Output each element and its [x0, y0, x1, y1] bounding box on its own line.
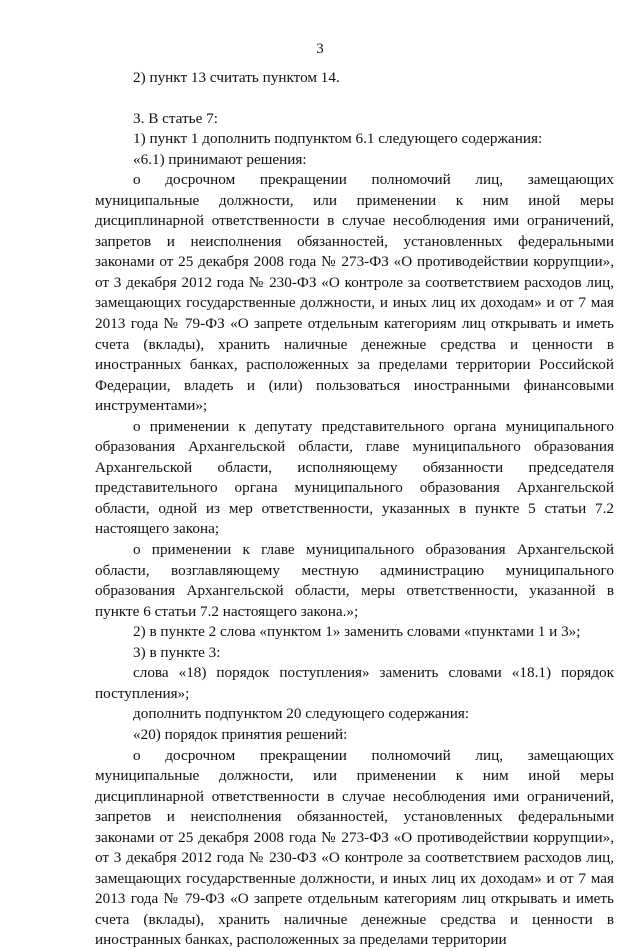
paragraph-add-subitem-20: дополнить подпунктом 20 следующего содержания: [133, 705, 470, 723]
document-body [95, 68, 614, 951]
paragraph-head-measures: о применении к главе муниципального образования Архангельской области, возглавляющему местную администрацию муниципального образования Архангельской области, меры ответственности, указанной в пункте 6 статьи 7.2 настоящего закона.»; [95, 541, 614, 620]
page-number: 3 [316, 41, 324, 57]
paragraph-amendment-1: 1) пункт 1 дополнить подпунктом 6.1 следующего содержания: [133, 130, 543, 148]
paragraph-early-termination-2: о досрочном прекращении полномочий лиц, замещающих муниципальные должности, или применении к ним иной меры дисциплинарной ответственности в случае несоблюдения ими ограничений, запретов и неисполнения обязанностей, установленных федеральными законами от 25 декабря 2008 года № 273-ФЗ «О противодействии коррупции», от 3 декабря 2012 года № 230-ФЗ «О контроле за соответствием расходов лиц, замещающих государственные должности, и иных лиц их доходам» и от 7 мая 2013 года № 79-ФЗ «О запрете отдельным категориям лиц открывать и иметь счета (вклады), хранить наличные денежные средства и ценности в иностранных банках, расположенных за пределами территории [95, 746, 614, 949]
paragraph-article-7-heading: 3. В статье 7: [133, 109, 218, 127]
paragraph-amendment-2: 2) в пункте 2 слова «пунктом 1» заменить словами «пунктами 1 и 3»; [133, 623, 581, 641]
paragraph-subitem-6-1: «6.1) принимают решения: [133, 150, 307, 168]
paragraph-words-replace: слова «18) порядок поступления» заменить словами «18.1) порядок поступления»; [95, 664, 614, 702]
paragraph-item-2: 2) пункт 13 считать пунктом 14. [133, 69, 340, 86]
paragraph-early-termination: о досрочном прекращении полномочий лиц, замещающих муниципальные должности, или применении к ним иной меры дисциплинарной ответственности в случае несоблюдения ими ограничений, запретов и неисполнения обязанностей, установленных федеральными законами от 25 декабря 2008 года № 273-ФЗ «О противодействии коррупции», от 3 декабря 2012 года № 230-ФЗ «О контроле за соответствием расходов лиц, замещающих государственные должности, и иных лиц их доходам» и от 7 мая 2013 года № 79-ФЗ «О запрете отдельным категориям лиц открывать и иметь счета (вклады), хранить наличные денежные средства и ценности в иностранных банках, расположенных за пределами территории Российской Федерации, владеть и (или) пользоваться иностранными финансовыми инструментами»; [95, 171, 614, 415]
paragraph-subitem-20: «20) порядок принятия решений: [133, 725, 348, 743]
paragraph-deputy-measures: о применении к депутату представительного органа муниципального образования Архангельской области, главе муниципального образования Архангельской области, исполняющему обязанности председателя представительного органа муниципального образования Архангельской области, одной из мер ответственности, указанных в пункте 5 статьи 7.2 настоящего закона; [95, 417, 614, 538]
paragraph-amendment-3: 3) в пункте 3: [133, 643, 221, 661]
